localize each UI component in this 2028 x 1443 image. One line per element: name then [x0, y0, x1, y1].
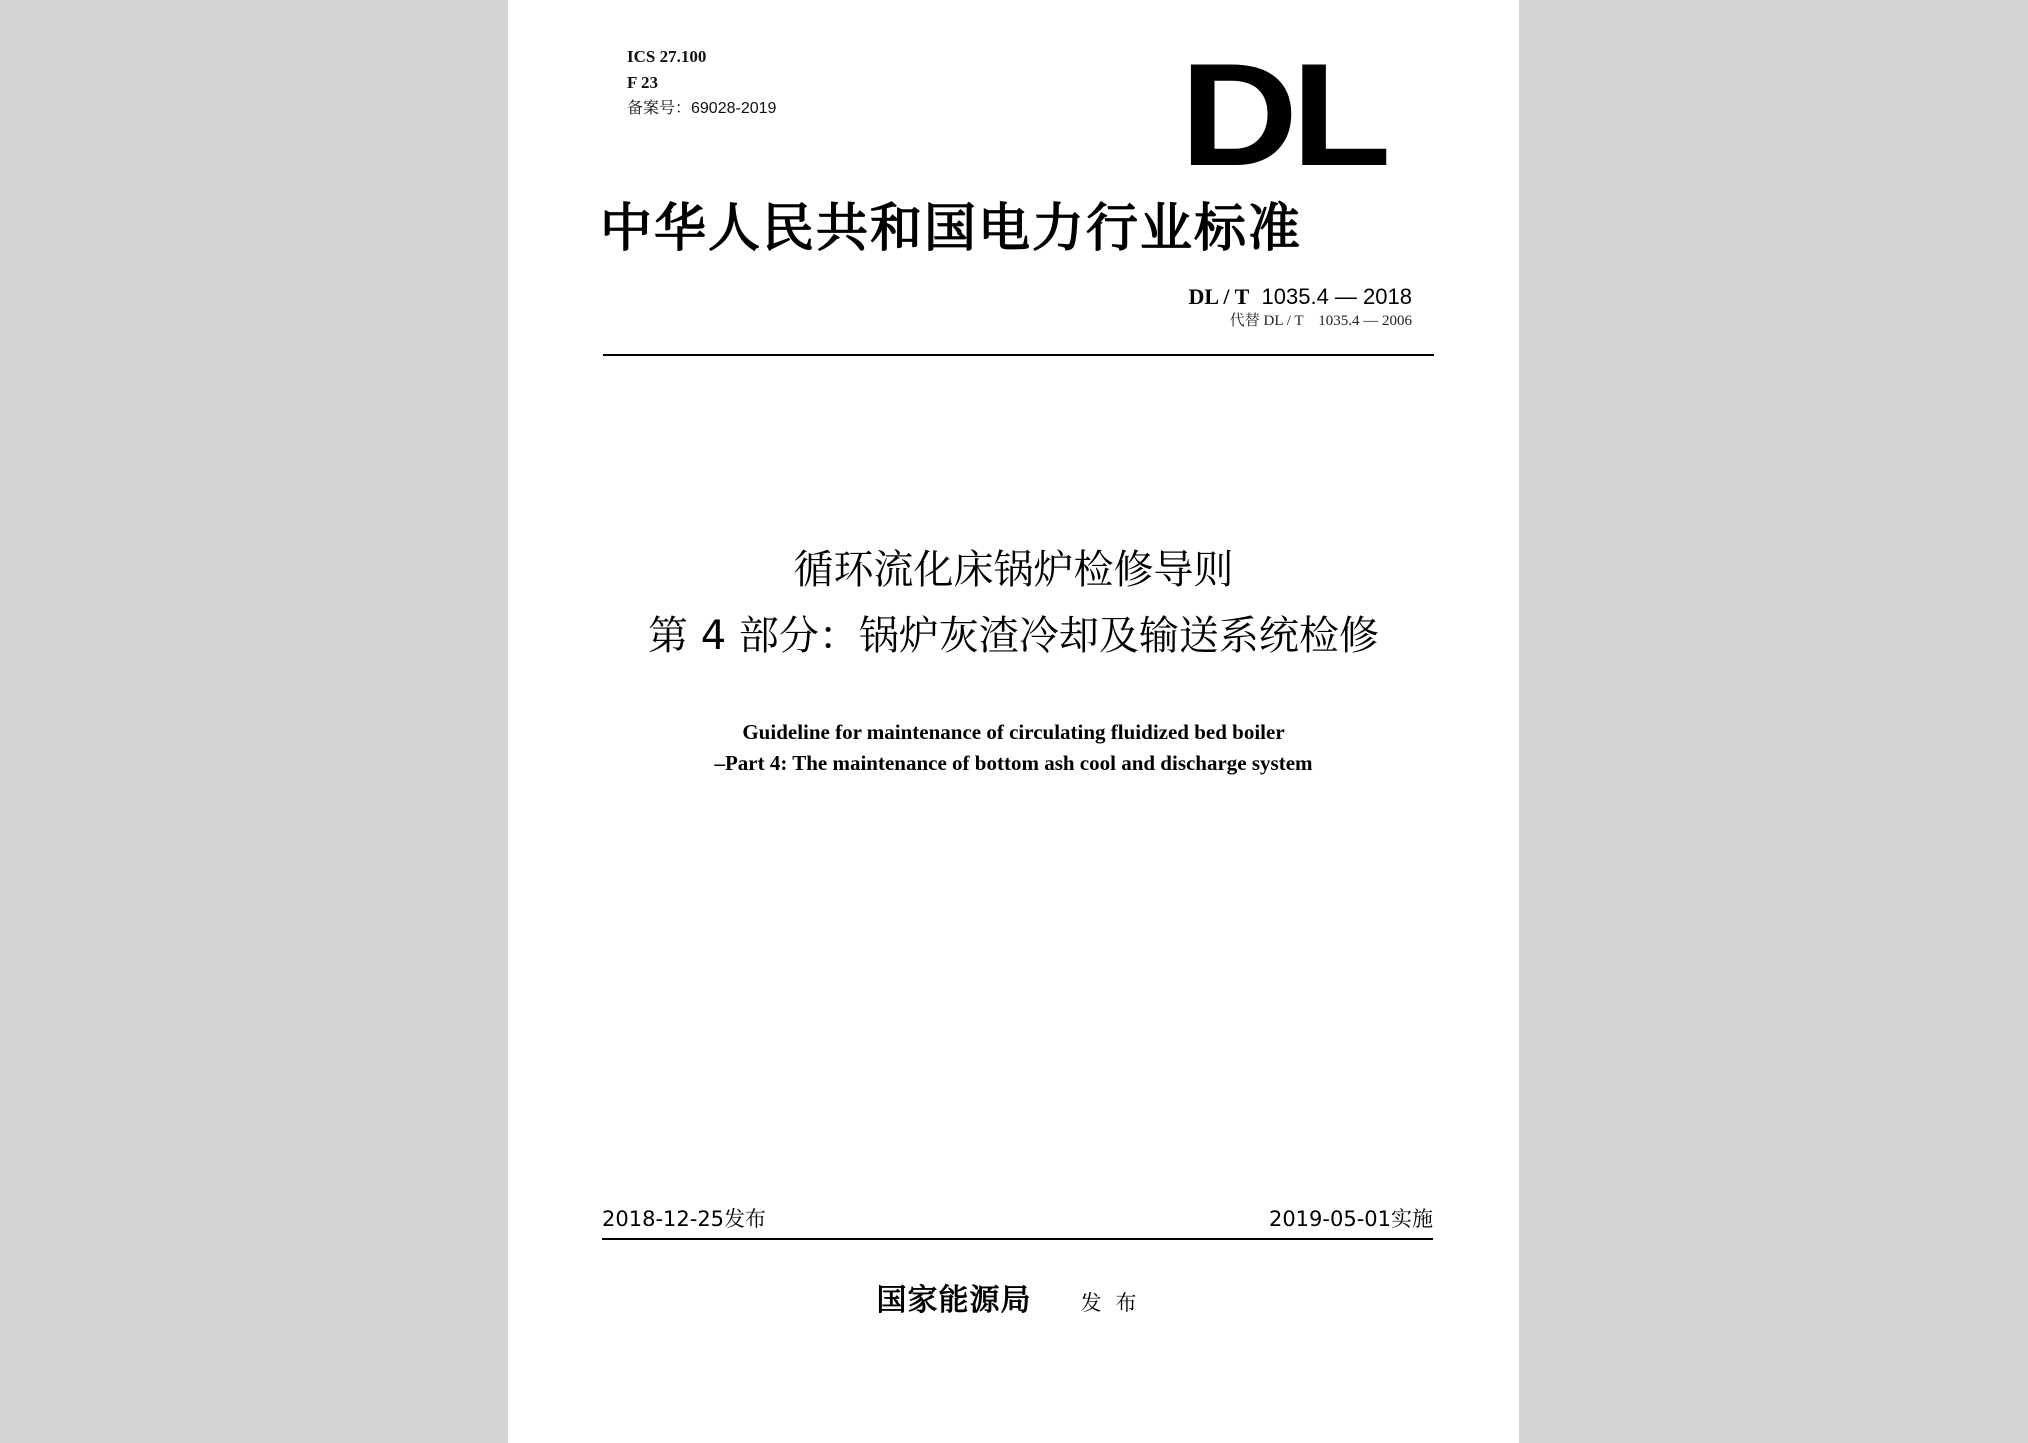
effective-date: 2019-05-01实施 [1268, 1207, 1433, 1231]
replaces-code: 代替 DL / T 1035.4 — 2006 [1229, 313, 1412, 329]
chinese-title-line-1: 循环流化床锅炉检修导则 [793, 547, 1234, 593]
standard-code-number: 1035.4 — 2018 [1261, 284, 1412, 309]
chinese-title-line-2: 第 4 部分：锅炉灰渣冷却及输送系统检修 [648, 613, 1379, 659]
dl-logo: DL [1180, 33, 1385, 196]
english-title-line-2: –Part 4: The maintenance of bottom ash cool and discharge system [714, 751, 1313, 775]
chinese-title [508, 537, 1519, 669]
footer-divider [602, 1238, 1433, 1240]
standard-code-block [1189, 283, 1412, 331]
document-cover-page [508, 0, 1519, 1443]
date-row [602, 1204, 1433, 1234]
filing-number: 备案号：69028-2019 [627, 100, 777, 117]
header-divider [603, 354, 1434, 356]
classification-block [627, 44, 776, 122]
ics-code: ICS 27.100 [627, 47, 707, 66]
english-title [508, 717, 1519, 779]
publish-verb: 发布 [1080, 1291, 1151, 1315]
english-title-line-1: Guideline for maintenance of circulating fluidized bed boiler [742, 720, 1285, 744]
ccs-code: F 23 [627, 73, 659, 92]
issue-date: 2018-12-25发布 [602, 1207, 767, 1231]
standard-code [1189, 283, 1412, 311]
publisher-line [508, 1279, 1519, 1325]
standard-category-title: 中华人民共和国电力行业标准 [600, 198, 1303, 259]
standard-code-prefix: DL / T [1188, 284, 1250, 309]
publisher-name: 国家能源局 [876, 1283, 1032, 1318]
